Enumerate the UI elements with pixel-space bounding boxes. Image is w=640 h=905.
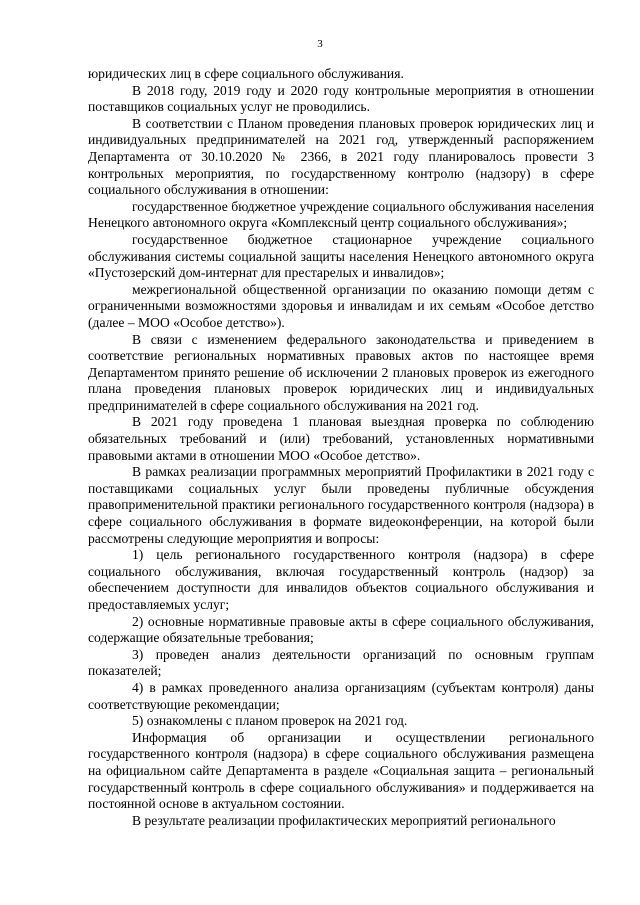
list-item: государственное бюджетное учреждение социального обслуживания населения Ненецкого автономного округа «Комплексный центр социального обслуживания»; xyxy=(88,198,594,231)
list-item: 4) в рамках проведенного анализа организациям (субъектам контроля) даны соответствующие рекомендации; xyxy=(88,679,594,712)
list-item: государственное бюджетное стационарное учреждение социального обслуживания системы социальной защиты населения Ненецкого автономного округа «Пустозерский дом-интернат для престарелых и инвалидов»; xyxy=(88,231,594,281)
page-number: 3 xyxy=(317,38,323,50)
paragraph: В 2021 году проведена 1 плановая выездная проверка по соблюдению обязательных требований и (или) требований, установленных нормативными правовыми актами в отношении МОО «Особое детство». xyxy=(88,414,594,463)
paragraph: В результате реализации профилактических мероприятий регионального xyxy=(132,812,556,828)
document-body xyxy=(88,66,594,829)
list-item: 1) цель регионального государственного контроля (надзора) в сфере социального обслуживания, включая государственный контроль (надзор) за обеспечением доступности для инвалидов объектов социального обслуживания и предоставляемых услуг; xyxy=(88,547,594,612)
paragraph: В связи с изменением федерального законодательства и приведением в соответствие региональных нормативных правовых актов по настоящее время Департаментом принято решение об исключении 2 плановых проверок из ежегодного плана проведения плановых проверок юридических лиц и индивидуальных предпринимателей в сфере социального обслуживания на 2021 год. xyxy=(88,331,594,413)
list-item: 3) проведен анализ деятельности организаций по основным группам показателей; xyxy=(88,646,594,679)
paragraph: Информация об организации и осуществлении регионального государственного контроля (надзора) в сфере социального обслуживания размещена на официальном сайте Департамента в разделе «Социальная защита – региональный государственный контроль в сфере социального обслуживания» и поддерживается на постоянной основе в актуальном состоянии. xyxy=(88,729,594,812)
paragraph: В рамках реализации программных мероприятий Профилактики в 2021 году с поставщиками социальных услуг были проведены публичные обсуждения правоприменительной практики регионального государственного контроля (надзора) в сфере социального обслуживания в формате видеоконференции, на которой были рассмотрены следующие мероприятия и вопросы: xyxy=(88,464,594,546)
paragraph: юридических лиц в сфере социального обслуживания. xyxy=(88,66,404,81)
list-item: межрегиональной общественной организации по оказанию помощи детям с ограниченными возможностями здоровья и инвалидам и их семьям «Особое детство (далее – МОО «Особое детство»). xyxy=(88,281,594,330)
paragraph: В соответствии с Планом проведения плановых проверок юридических лиц и индивидуальных предпринимателей на 2021 год, утвержденный распоряжением Департамента от 30.10.2020 № 2366, в 2021 году планировалось провести 3 контрольных мероприятия, по государственному контролю (надзору) в сфере социального обслуживания в отношении: xyxy=(88,115,594,198)
list-item: 2) основные нормативные правовые акты в сфере социального обслуживания, содержащие обязательные требования; xyxy=(88,613,594,646)
list-item: 5) ознакомлены с планом проверок на 2021 год. xyxy=(132,713,408,729)
paragraph: В 2018 году, 2019 году и 2020 году контрольные мероприятия в отношении поставщиков социальных услуг не проводились. xyxy=(88,82,594,115)
